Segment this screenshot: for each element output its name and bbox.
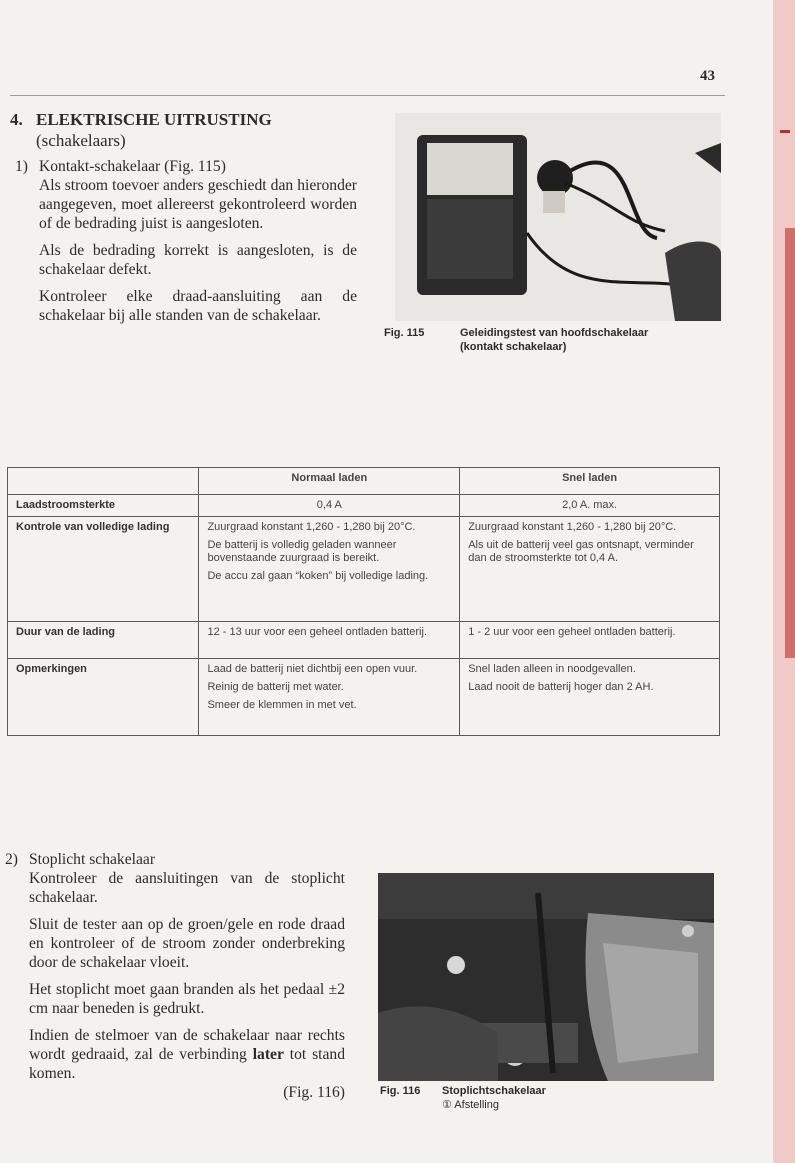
header-rule	[10, 95, 725, 96]
table-cell-line: Zuurgraad konstant 1,260 - 1,280 bij 20°C.	[468, 521, 677, 533]
item-2-p4-bold: later	[252, 1046, 284, 1063]
table-cell	[199, 517, 460, 622]
page-edge-tab	[785, 228, 795, 658]
table-row-label: Opmerkingen	[8, 659, 199, 736]
figure-116-caption-line1: Stoplichtschakelaar	[442, 1085, 546, 1097]
item-2	[5, 850, 345, 1110]
figure-116-caption-line2: ① Afstelling	[442, 1099, 499, 1111]
table-cell-line: Zuurgraad konstant 1,260 - 1,280 bij 20°C.	[207, 521, 416, 533]
figure-116-photo	[378, 873, 714, 1081]
figure-116-caption	[380, 1084, 720, 1112]
table-cell: 2,0 A. max.	[460, 495, 720, 517]
table-cell-line: Snel laden alleen in noodgevallen.	[468, 663, 636, 675]
section-heading: ELEKTRISCHE UITRUSTING	[36, 110, 272, 129]
table-row-label: Kontrole van volledige lading	[8, 517, 199, 622]
section-number: 4.	[10, 110, 23, 129]
battery-charging-table	[7, 467, 720, 736]
item-1-paragraph: Als de bedrading korrekt is aangesloten, is de schakelaar defekt.	[39, 242, 357, 278]
table-cell-line: De batterij is volledig geladen wanneer bovenstaande zuurgraad is bereikt.	[207, 539, 397, 564]
figure-116-label: Fig. 116	[380, 1085, 421, 1097]
table-row	[8, 659, 720, 736]
section-title	[10, 109, 272, 151]
table-header-fast: Snel laden	[460, 468, 720, 495]
table-row-label: Laadstroomsterkte	[8, 495, 199, 517]
page-number: 43	[700, 68, 715, 84]
table-cell-line: Reinig de batterij met water.	[207, 681, 344, 693]
item-1-heading-row	[15, 157, 357, 176]
figure-115-caption-line1: Geleidingstest van hoofdschakelaar	[460, 327, 649, 339]
table-cell	[199, 659, 460, 736]
table-header-normal: Normaal laden	[199, 468, 460, 495]
brake-light-switch-photo	[378, 873, 714, 1081]
figure-115-caption-line2: (kontakt schakelaar)	[460, 341, 567, 353]
table-corner-cell	[8, 468, 199, 495]
multimeter-test-illustration	[395, 113, 721, 321]
item-1-paragraph: Als stroom toevoer anders geschiedt dan hieronder aangegeven, moet allereerst gekontroleerd worden of de bedrading juist is aangesloten.	[39, 177, 357, 232]
item-1	[15, 157, 357, 333]
item-1-heading: Kontakt-schakelaar (Fig. 115)	[39, 158, 226, 175]
item-2-p4-end: tot stand komen.	[29, 1046, 345, 1082]
item-1-paragraph: Kontroleer elke draad-aansluiting aan de schakelaar bij alle standen van de schakelaar.	[39, 288, 357, 324]
section-subtitle: (schakelaars)	[36, 131, 126, 150]
item-2-paragraph: Kontroleer de aansluitingen van de stoplicht schakelaar.	[29, 870, 345, 906]
table-row-label: Duur van de lading	[8, 622, 199, 659]
table-cell-line: Laad de batterij niet dichtbij een open vuur.	[207, 663, 418, 675]
table-cell	[460, 517, 720, 622]
table-cell: 1 - 2 uur voor een geheel ontladen batterij.	[460, 622, 720, 659]
table-cell	[460, 659, 720, 736]
item-2-heading-row	[5, 850, 345, 869]
item-1-number: 1)	[15, 158, 28, 175]
figure-115-photo	[395, 113, 721, 321]
item-2-number: 2)	[5, 851, 18, 868]
table-cell-line: De accu zal gaan “koken” bij volledige lading.	[207, 570, 429, 582]
table-cell-line: Laad nooit de batterij hoger dan 2 AH.	[468, 681, 654, 693]
table-cell-line: Smeer de klemmen in met vet.	[207, 699, 357, 711]
figure-115-label: Fig. 115	[384, 327, 425, 339]
item-2-p4-start: Indien de stelmoer van de schakelaar naar rechts wordt gedraaid, zal de verbinding	[29, 1027, 345, 1063]
item-2-figure-reference: (Fig. 116)	[283, 1084, 345, 1101]
table-cell: 12 - 13 uur voor een geheel ontladen batterij.	[199, 622, 460, 659]
table-header-row	[8, 468, 720, 495]
table-cell-line: Als uit de batterij veel gas ontsnapt, verminder dan de stroomsterkte tot 0,4 A.	[468, 539, 694, 564]
table-row	[8, 517, 720, 622]
table-row	[8, 495, 720, 517]
table-row	[8, 622, 720, 659]
page-edge-mark	[780, 130, 790, 133]
item-2-paragraph: Het stoplicht moet gaan branden als het pedaal ±2 cm naar beneden is gedrukt.	[29, 981, 345, 1017]
figure-115-caption	[384, 326, 724, 354]
item-2-heading: Stoplicht schakelaar	[29, 851, 156, 868]
item-2-paragraph	[29, 1026, 345, 1083]
item-2-paragraph: Sluit de tester aan op de groen/gele en rode draad en kontroleer of de stroom zonder onderbreking door de schakelaar vloeit.	[29, 916, 345, 971]
table-cell: 0,4 A	[199, 495, 460, 517]
